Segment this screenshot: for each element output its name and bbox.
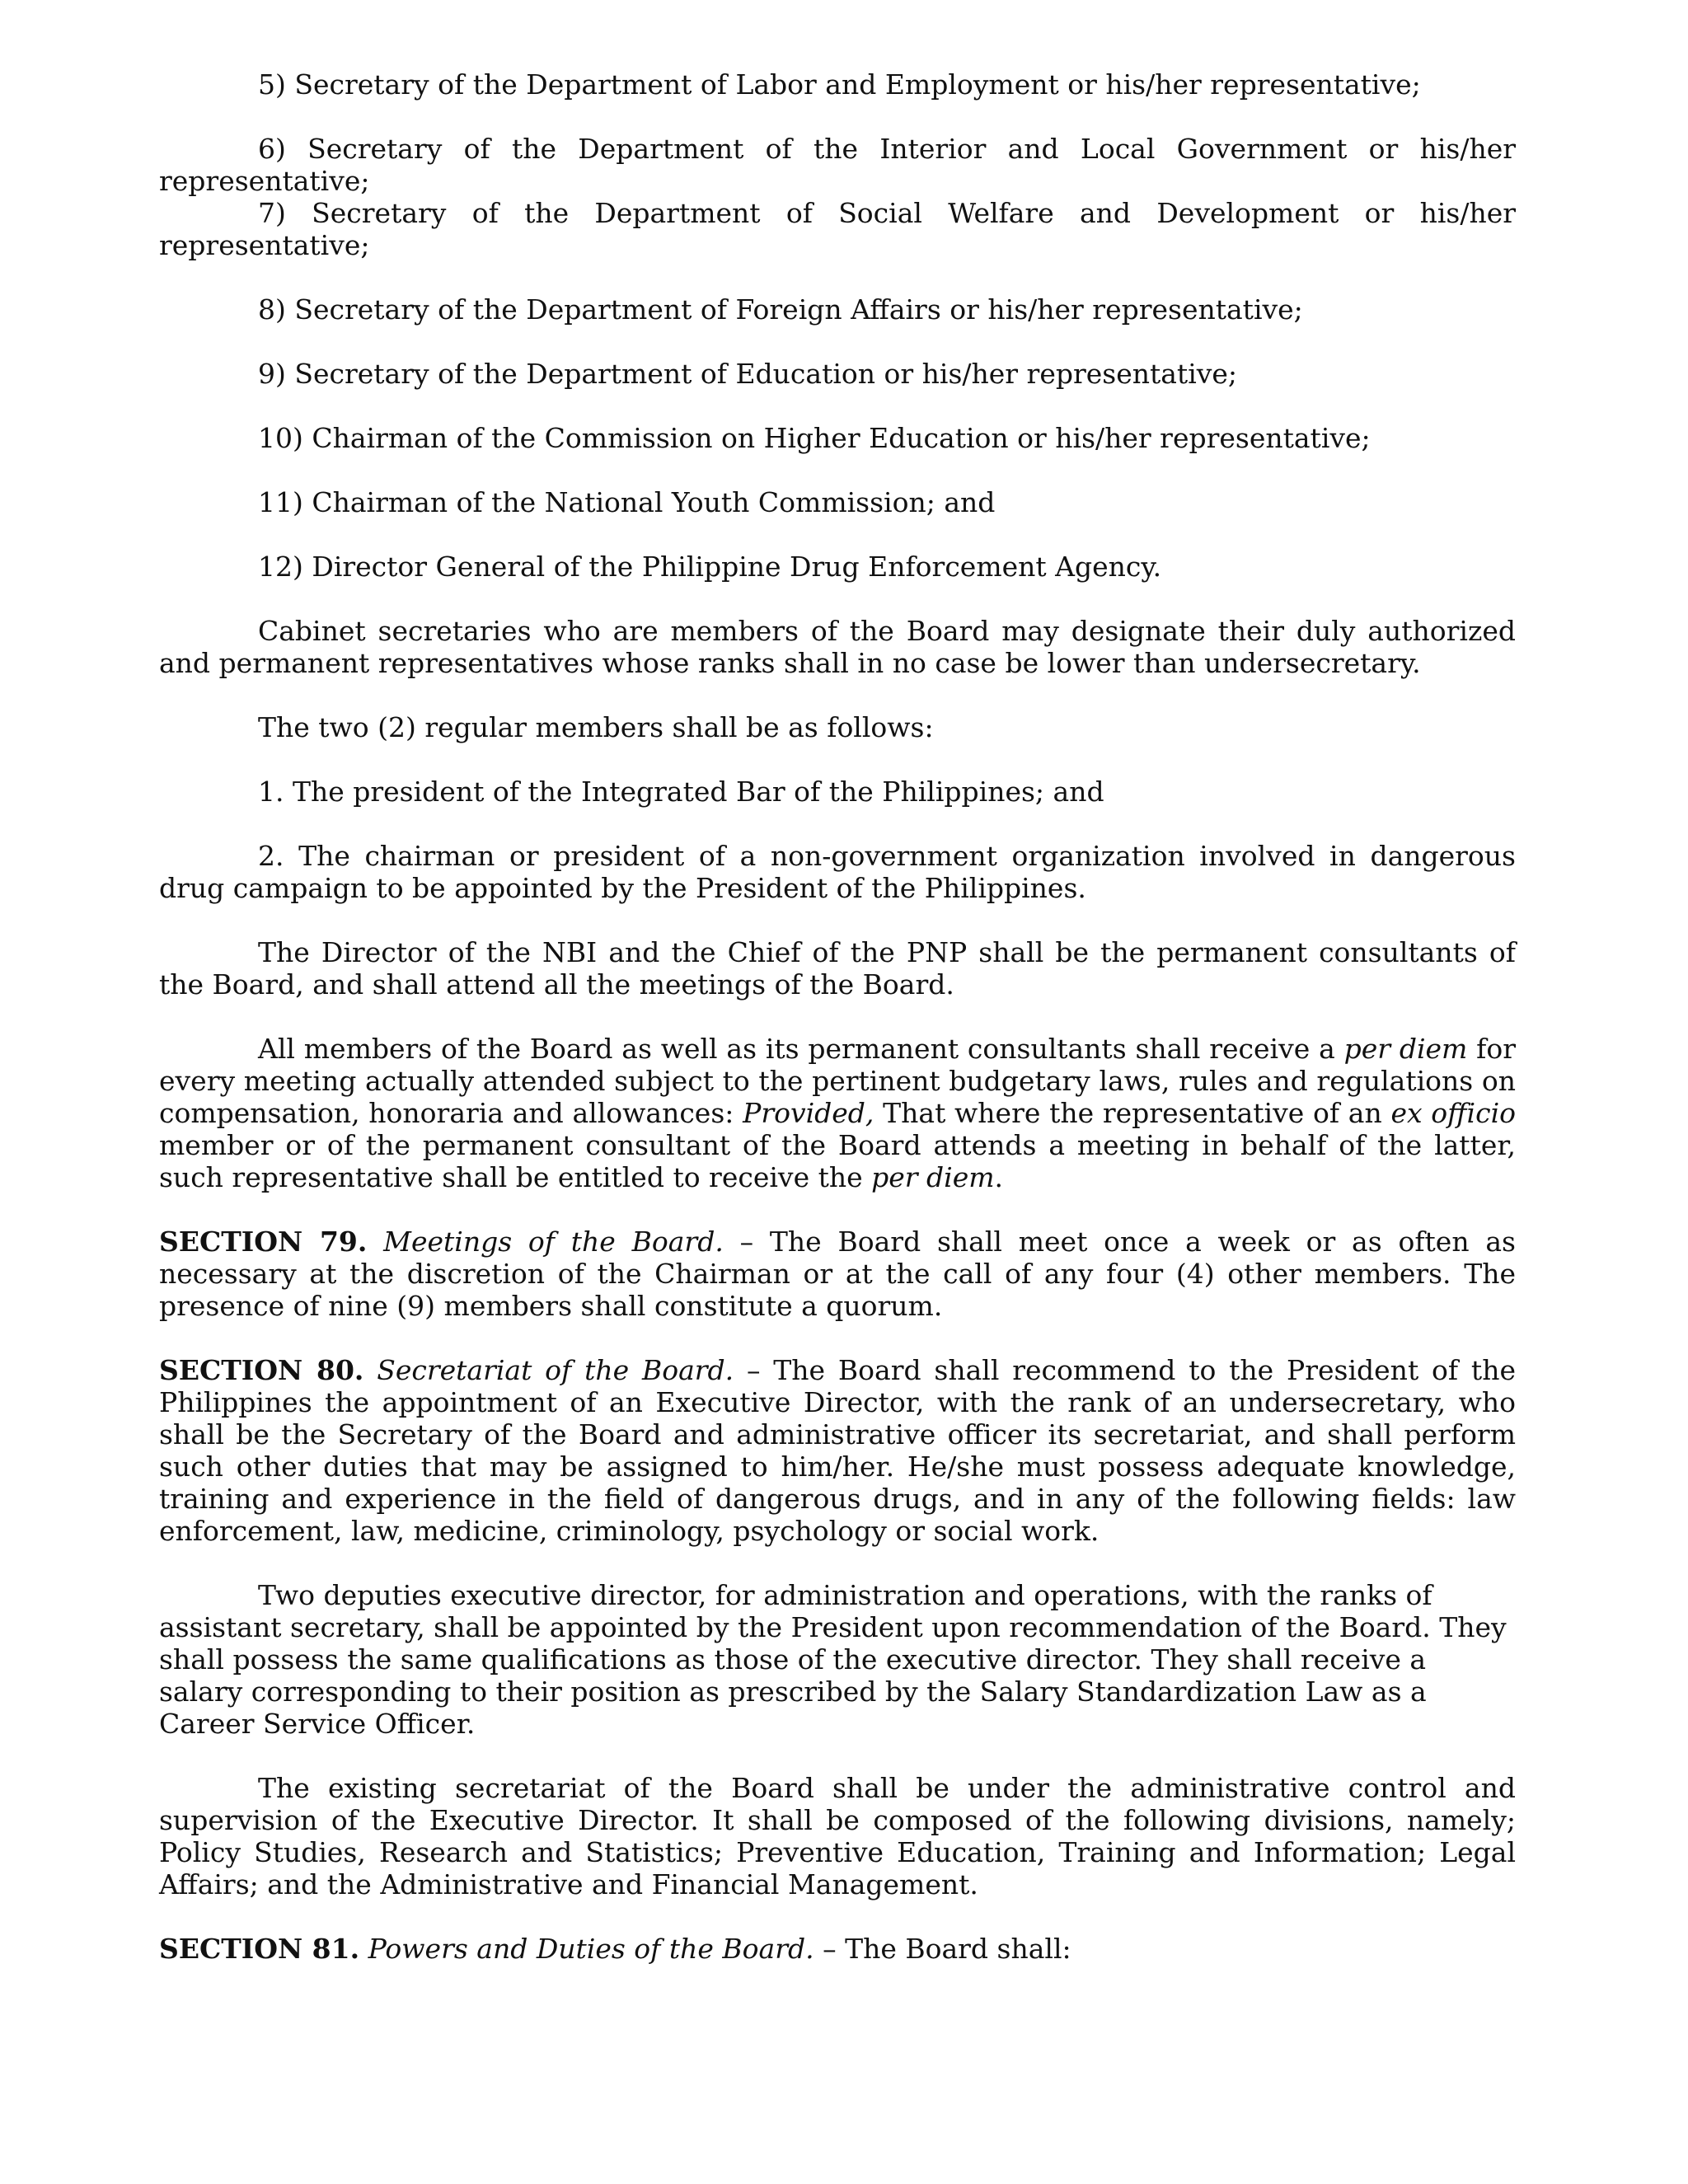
paragraph-deputies: Two deputies executive director, for administration and operations, with the ranks of assistant secretary, shall be appointed by the President upon recommendation of the Board. They shall possess the same qualifications as those of the executive director. They shall receive a salary corresponding to their position as prescribed by the Salary Standardization Law as a Career Service Officer.	[159, 1579, 1507, 1740]
section-80	[159, 1354, 1516, 1547]
paragraph-cabinet-secretaries: Cabinet secretaries who are members of the Board may designate their duly authorized and permanent representatives whose ranks shall in no case be lower than undersecretary.	[159, 615, 1516, 679]
list-item-8: 8) Secretary of the Department of Foreign Affairs or his/her representative;	[258, 293, 1303, 326]
paragraph-existing-secretariat: The existing secretariat of the Board shall be under the administrative control and supervision of the Executive Director. It shall be composed of the following divisions, namely; Policy Studies, Research and Statistics; Preventive Education, Training and Information; Legal Affairs; and the Administrative and Financial Management.	[159, 1772, 1516, 1900]
paragraph-permanent-consultants: The Director of the NBI and the Chief of the PNP shall be the permanent consultants of the Board, and shall attend all the meetings of the Board.	[159, 936, 1516, 1001]
per-diem-text-3: That where the representative of an	[874, 1097, 1391, 1129]
per-diem-text-1: All members of the Board as well as its permanent consultants shall receive a	[258, 1033, 1344, 1065]
per-diem-text-5: .	[994, 1161, 1004, 1193]
paragraph-regular-members-intro: The two (2) regular members shall be as follows:	[258, 711, 934, 743]
paragraph-per-diem	[159, 1033, 1516, 1193]
section-81-title: Powers and Duties of the Board.	[368, 1933, 814, 1965]
per-diem-text-4: member or of the permanent consultant of the Board attends a meeting in behalf of the latter, such representative shall be entitled to receive the	[159, 1129, 1516, 1193]
section-79	[159, 1226, 1516, 1322]
per-diem-text-2: for every meeting actually attended subject to the pertinent budgetary laws, rules and regulations on compensation, honoraria and allowances:	[159, 1033, 1516, 1129]
list-item-6: 6) Secretary of the Department of the Interior and Local Government or his/her representative;	[159, 133, 1516, 197]
per-diem-italic-provided: Provided,	[743, 1097, 874, 1129]
section-81	[159, 1933, 1516, 1965]
regular-member-2: 2. The chairman or president of a non-government organization involved in dangerous drug campaign to be appointed by the President of the Philippines.	[159, 840, 1516, 904]
list-item-7: 7) Secretary of the Department of Social Welfare and Development or his/her representative;	[159, 197, 1516, 261]
section-79-body: – The Board shall meet once a week or as often as necessary at the discretion of the Chairman or at the call of any four (4) other members. The presence of nine (9) members shall constitute a quorum.	[159, 1226, 1516, 1322]
per-diem-italic-2: per diem	[871, 1161, 995, 1193]
section-79-title: Meetings of the Board.	[383, 1226, 724, 1258]
section-80-number: SECTION 80.	[159, 1354, 364, 1386]
list-item-10: 10) Chairman of the Commission on Higher Education or his/her representative;	[258, 422, 1371, 454]
document-page	[159, 68, 1516, 1997]
list-item-11: 11) Chairman of the National Youth Commission; and	[258, 486, 996, 518]
section-81-number: SECTION 81.	[159, 1933, 360, 1965]
list-item-9: 9) Secretary of the Department of Education or his/her representative;	[258, 358, 1238, 390]
regular-member-1: 1. The president of the Integrated Bar of the Philippines; and	[258, 776, 1104, 808]
list-item-12: 12) Director General of the Philippine Drug Enforcement Agency.	[258, 551, 1162, 583]
per-diem-italic-ex-officio: ex officio	[1390, 1097, 1517, 1129]
list-item-5: 5) Secretary of the Department of Labor and Employment or his/her representative;	[258, 68, 1421, 101]
section-80-body: – The Board shall recommend to the President of the Philippines the appointment of an Executive Director, with the rank of an undersecretary, who shall be the Secretary of the Board and administrative officer its secretariat, and shall perform such other duties that may be assigned to him/her. He/she must possess adequate knowledge, training and experience in the field of dangerous drugs, and in any of the following fields: law enforcement, law, medicine, criminology, psychology or social work.	[159, 1354, 1516, 1547]
per-diem-italic-1: per diem	[1343, 1033, 1468, 1065]
section-81-body: – The Board shall:	[814, 1933, 1071, 1965]
section-80-title: Secretariat of the Board.	[377, 1354, 734, 1386]
section-79-number: SECTION 79.	[159, 1226, 368, 1258]
